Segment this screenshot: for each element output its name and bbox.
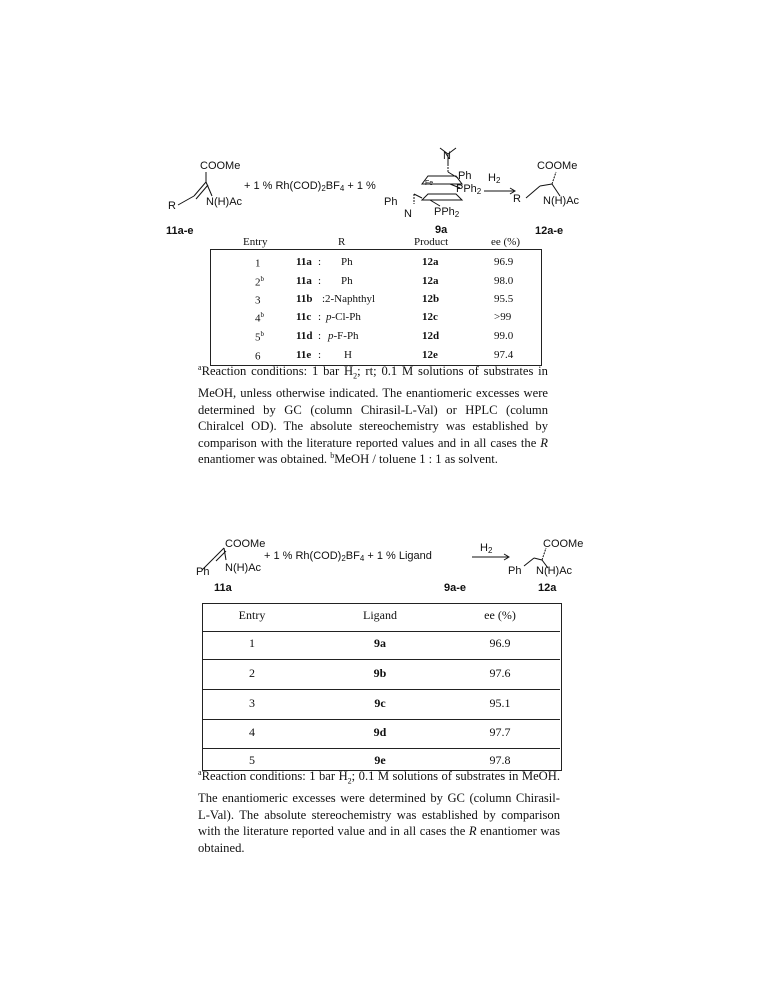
t1-substrate: 11e — [296, 349, 312, 361]
t2-entry: 3 — [249, 696, 255, 710]
t2-ee: 97.7 — [489, 725, 511, 739]
t1-entry: 5$^b$ — [255, 330, 264, 344]
t2-footnote: $^a$Reaction conditions: 1 bar $H_2$; 0.1 M solutions of substrates in MeOH. The enantiomeric excesses were determined by GC (column Chirasil-L-Val). The absolute stereochemistry was established by comparison with the literature reported value and in all cases the R enantiomer was obtained. — [198, 767, 561, 855]
product-r-label: R — [513, 193, 521, 205]
t2-ligand: 9e — [374, 753, 386, 767]
t1-product: 12a — [422, 275, 439, 287]
t1-product: 12c — [422, 311, 438, 323]
t1-ee: 98.0 — [494, 275, 514, 287]
t2-ligand: 9c — [374, 696, 386, 710]
t1-sep: : — [318, 275, 322, 287]
t2-entry: 5 — [249, 753, 255, 767]
t1-entry: 3 — [255, 294, 261, 307]
scheme2-reactant-ester: COOMe — [225, 538, 266, 550]
ligand-fe-label: Fe — [425, 180, 434, 187]
t1-header-entry: Entry — [243, 236, 268, 248]
t2-ligand: 9a — [374, 636, 386, 650]
t1-entry: 1 — [255, 257, 261, 270]
ligand-ph-top: Ph — [458, 170, 472, 182]
scheme2-reactant-amide: N(H)Ac — [225, 562, 262, 574]
t2-entry: 4 — [249, 725, 255, 739]
h2-label: $H_2$ — [488, 172, 501, 185]
reagents-text: + 1 % $Rh(COD)_2BF_4 + 1$ % — [244, 180, 376, 193]
ligand-pph2-bottom: PPh$_2$ — [434, 206, 460, 219]
t1-entry: 6 — [255, 350, 261, 363]
scheme2-label-reactant: 11a — [214, 582, 232, 594]
t1-product: 12e — [422, 349, 438, 361]
t2-row-divider — [202, 659, 560, 660]
reactant-ester-label: COOMe — [200, 160, 241, 172]
t1-substrate: 11a — [296, 275, 312, 287]
t1-header-ee: ee (%) — [491, 236, 521, 248]
scheme2-reaction-arrow — [472, 552, 512, 562]
t1-r: Ph — [341, 275, 353, 287]
scheme2-label-product: 12a — [538, 582, 557, 594]
t2-row-divider — [202, 689, 560, 690]
t1-substrate: 11a — [296, 256, 312, 268]
ligand-nme2-bottom: N — [404, 208, 412, 220]
t1-r: 2-Naphthyl — [325, 293, 376, 305]
t1-substrate: 11c — [296, 311, 312, 323]
t1-product: 12b — [422, 293, 440, 305]
t1-ee: 99.0 — [494, 330, 514, 342]
t1-header-r: R — [338, 236, 346, 248]
t2-entry: 1 — [249, 636, 255, 650]
t1-sep: : — [318, 330, 322, 342]
t1-product: 12d — [422, 330, 440, 342]
product-amide-label: N(H)Ac — [543, 195, 580, 207]
t1-sep: : — [318, 349, 322, 361]
t2-frame — [202, 603, 562, 771]
label-product: 12a-e — [535, 225, 564, 237]
t1-ee: 95.5 — [494, 293, 514, 305]
t1-footnote: $^a$Reaction conditions: 1 bar $H_2$; rt; 0.1 M solutions of substrates in MeOH, unless otherwise indicated. The enantiomeric excesses were determined by GC (column Chirasil-L-Val) or HPLC (column Chiralcel OD). The absolute stereochemistry was established by comparison with the literature reported values and in all cases the R enantiomer was obtained. $^b$MeOH / toluene 1 : 1 as solvent. — [198, 362, 548, 467]
t2-ee: 97.6 — [489, 666, 511, 680]
t2-header-ligand: Ligand — [363, 608, 397, 622]
t2-ee: 97.8 — [489, 753, 511, 767]
reactant-amide-label: N(H)Ac — [206, 196, 243, 208]
t2-header-ee: ee (%) — [484, 608, 516, 622]
scheme2-product-ph: Ph — [508, 565, 522, 577]
t2-ee: 95.1 — [489, 696, 511, 710]
label-reactant: 11a-e — [166, 225, 194, 237]
t1-entry: 4$^b$ — [255, 311, 264, 325]
scheme2-reactant-ph: Ph — [196, 566, 210, 578]
scheme2-product-ester: COOMe — [543, 538, 584, 550]
t1-entry: 2$^b$ — [255, 275, 264, 289]
scheme2-h2-label: $H_2$ — [480, 542, 493, 555]
label-ligand: 9a — [435, 224, 448, 236]
scheme2-label-ligand: 9a-e — [444, 582, 467, 594]
ligand-pph2-top: PPh$_2$ — [456, 183, 482, 196]
t2-ligand: 9d — [373, 725, 387, 739]
ligand-nme2-top: N — [443, 150, 451, 162]
t1-r: p-F-Ph — [328, 330, 359, 342]
product-ester-label: COOMe — [537, 160, 578, 172]
t1-header-product: Product — [414, 236, 449, 248]
t1-sep: : — [318, 311, 322, 323]
t1-r: p-Cl-Ph — [326, 311, 361, 323]
t2-entry: 2 — [249, 666, 255, 680]
t1-sep: : — [318, 256, 322, 268]
t2-ee: 96.9 — [489, 636, 511, 650]
t1-sep: : — [322, 293, 326, 305]
scheme2-reagents: + 1 % $Rh(COD)_2BF_4 + 1$ % Ligand — [264, 550, 432, 563]
t1-substrate: 11d — [296, 330, 313, 342]
t1-product: 12a — [422, 256, 439, 268]
t1-ee: 97.4 — [494, 349, 514, 361]
t1-ee: 96.9 — [494, 256, 514, 268]
t2-row-divider — [202, 719, 560, 720]
t2-header-divider — [202, 631, 560, 632]
t2-header-entry: Entry — [238, 608, 266, 622]
t2-row-divider — [202, 748, 560, 749]
t2-ligand: 9b — [373, 666, 387, 680]
t1-substrate: 11b — [296, 293, 313, 305]
scheme2-product-amide: N(H)Ac — [536, 565, 573, 577]
t1-r: Ph — [341, 256, 353, 268]
ligand-ph-left: Ph — [384, 196, 398, 208]
t1-ee: >99 — [494, 311, 512, 323]
t1-r: H — [344, 349, 352, 361]
reactant-r-label: R — [168, 200, 176, 212]
